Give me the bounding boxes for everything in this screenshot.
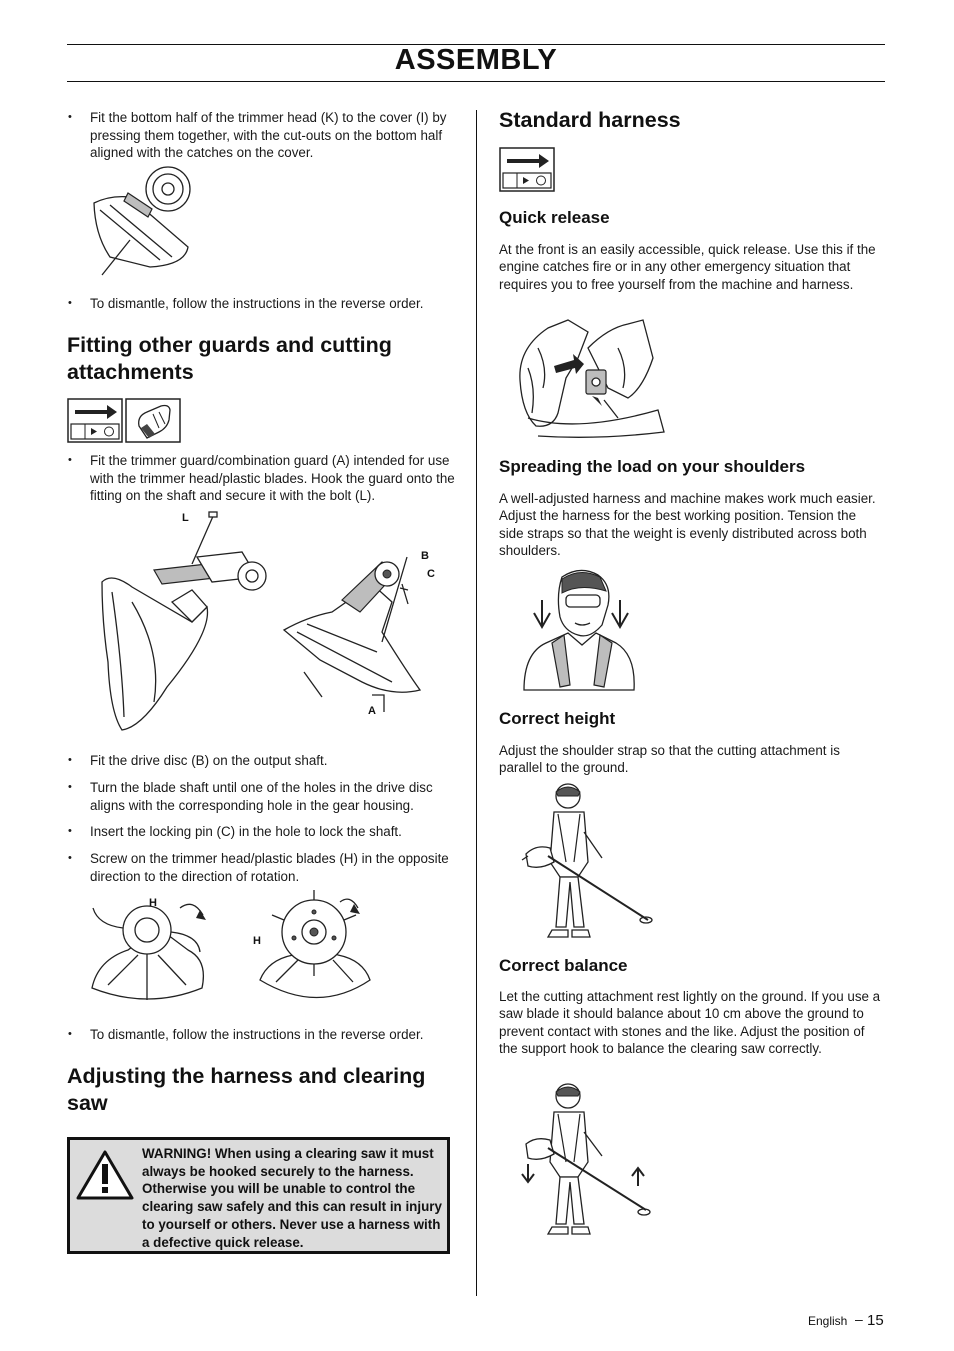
page-title: ASSEMBLY <box>394 44 558 76</box>
label-C: C <box>427 568 435 580</box>
shoulders-harness-illustration <box>520 565 638 690</box>
text-correct-height: Adjust the shoulder strap so that the cutting attachment is parallel to the ground. <box>499 743 840 776</box>
correct-height-illustration <box>518 782 658 942</box>
label-A: A <box>368 705 376 717</box>
bullet-dismantle-1: • To dismantle, follow the instructions in the reverse order. <box>90 295 455 313</box>
bullet-turn-blade-shaft: • Turn the blade shaft until one of the holes in the drive disc aligns with the corresponding hole in the gear housing. <box>90 779 455 814</box>
bullet-fit-drive-disc: • Fit the drive disc (B) on the output shaft. <box>90 752 455 770</box>
correct-balance-illustration <box>518 1082 658 1240</box>
quick-release-illustration <box>518 318 666 440</box>
heading-adjusting-harness: Adjusting the harness and clearing saw <box>67 1064 426 1115</box>
label-B: B <box>421 550 429 562</box>
bullet-dismantle-2: • To dismantle, follow the instructions in the reverse order. <box>90 1026 455 1044</box>
header-rule-bottom <box>67 81 885 82</box>
footer-dash: – <box>855 1311 863 1327</box>
bullet-fit-bottom-half: • Fit the bottom half of the trimmer head (K) to the cover (I) by pressing them together, with the cut-outs on the bottom half aligned with the catches on the cover. <box>90 109 455 162</box>
guard-fitting-illustration <box>92 512 427 737</box>
text-quick-release: At the front is an easily accessible, quick release. Use this if the engine catches fire or in any other emergency situation that requires you to free yourself from the machine and harness. <box>499 242 876 292</box>
trimmer-head-illustration <box>90 165 200 280</box>
read-manual-icon-harness <box>499 147 555 192</box>
footer-page-number: 15 <box>867 1312 884 1329</box>
bullet-screw-trimmer-head: • Screw on the trimmer head/plastic blades (H) in the opposite direction to the direction of rotation. <box>90 850 455 885</box>
label-L: L <box>182 512 189 524</box>
label-H-left: H <box>149 897 157 909</box>
heading-standard-harness: Standard harness <box>499 108 681 132</box>
heading-quick-release: Quick release <box>499 208 610 227</box>
gloves-icon <box>125 398 181 443</box>
column-divider <box>476 110 477 1296</box>
heading-correct-height: Correct height <box>499 709 616 728</box>
heading-spreading-load: Spreading the load on your shoulders <box>499 457 806 476</box>
bullet-fit-trimmer-guard: • Fit the trimmer guard/combination guard (A) intended for use with the trimmer head/plastic blades. Hook the guard onto the fitting on the shaft and secure it with the bolt (L). <box>90 452 455 505</box>
warning-triangle-icon <box>76 1150 134 1200</box>
read-manual-icon <box>67 398 123 443</box>
text-spreading-load: A well-adjusted harness and machine makes work much easier. Adjust the harness for the best working position. Tension the side straps so that the weight is evenly distributed across both shoulders. <box>499 491 876 559</box>
warning-box <box>67 1137 450 1254</box>
text-correct-balance: Let the cutting attachment rest lightly on the ground. If you use a saw blade it should balance about 10 cm above the ground to prevent contact with stones and the like. Adjust the position of the support hook to balance the clearing saw correctly. <box>499 989 881 1057</box>
label-H-right: H <box>253 935 261 947</box>
heading-fitting-guards: Fitting other guards and cutting attachments <box>67 333 392 384</box>
heading-correct-balance: Correct balance <box>499 956 628 975</box>
bullet-insert-locking-pin: • Insert the locking pin (C) in the hole to lock the shaft. <box>90 823 455 841</box>
footer-language: English <box>808 1314 848 1328</box>
trimmer-head-screw-illustration <box>88 890 398 1010</box>
warning-text: WARNING! When using a clearing saw it must always be hooked securely to the harness. Otherwise you will be unable to control the clearing saw safely and this can result in injury to yourself or others. Never use a harness with a defective quick release. <box>142 1146 442 1250</box>
